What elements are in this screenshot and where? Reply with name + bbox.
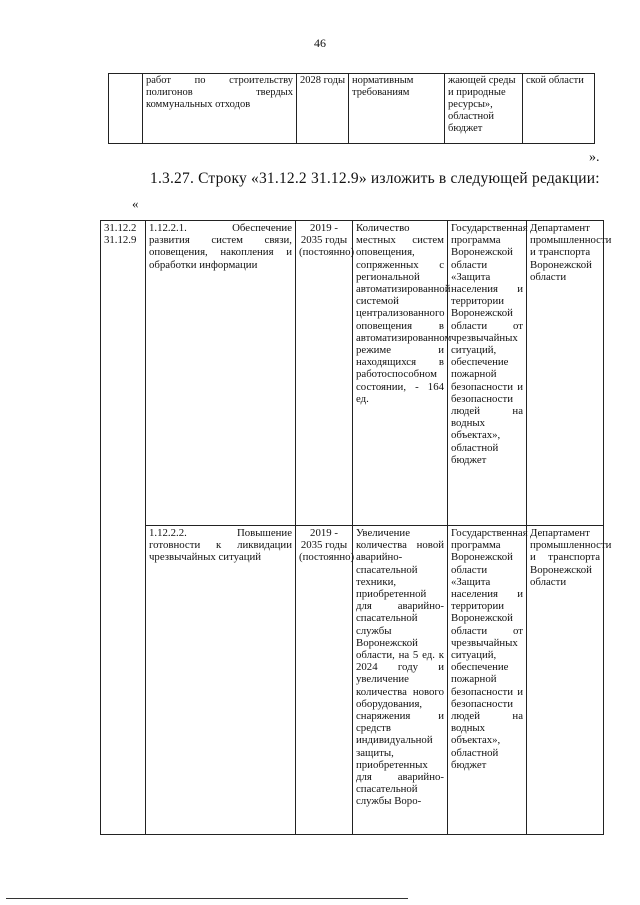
cell-executor: ской области: [523, 74, 595, 144]
cell-executor: Департамент промышленности и транспорта Воронежской области: [527, 221, 604, 526]
cell-source: Государственная программа Воронежской области «Защита населения и территории Воронежской области от чрезвычайных ситуаций, обеспечение пожарной безопасности и безопасности людей на водных объектах», областной бюджет: [448, 221, 527, 526]
table-row: [101, 221, 604, 526]
table-main: [100, 220, 612, 835]
cell-source: Государственная программа Воронежской области «Защита населения и территории Воронежской области от чрезвычайных ситуаций, обеспечение пожарной безопасности и безопасности людей на водных объектах», областной бюджет: [448, 526, 527, 835]
cell-period: 2019 - 2035 годы (постоянно): [296, 526, 353, 835]
cell-source: жающей среды и природные ресурсы», областной бюджет: [445, 74, 523, 144]
closing-quote: ».: [589, 150, 600, 165]
opening-quote: «: [132, 196, 139, 211]
cell-period: 2019 - 2035 годы (постоянно): [296, 221, 353, 526]
footer-rule: [6, 898, 408, 899]
section-heading: 1.3.27. Строку «31.12.2 31.12.9» изложить в следующей редакции:: [150, 170, 600, 187]
cell-period: 2028 годы: [297, 74, 349, 144]
cell-event: 1.12.2.1. Обеспечение развития систем связи, оповещения, накопления и обработки информации: [146, 221, 296, 526]
cell-indicator: Увеличение количества новой аварийно-спасательной техники, приобретенной для аварийно-спасательной службы Воронежской области, на 5 ед. к 2024 году и увеличение количества нового оборудования, снаряжения и средств индивидуальной защиты, приобретенных для аварийно-спасательной службы Воро-: [353, 526, 448, 835]
cell-event: 1.12.2.2. Повышение готовности к ликвидации чрезвычайных ситуаций: [146, 526, 296, 835]
cell-code: [109, 74, 143, 144]
table-row: [109, 74, 595, 144]
page-number: 46: [314, 36, 326, 50]
cell-executor: Департамент промышленности и транспорта Воронежской области: [527, 526, 604, 835]
table-top-fragment: [108, 73, 595, 144]
cell-indicator: нормативным требованиям: [349, 74, 445, 144]
table-row: [101, 526, 604, 835]
cell-code: 31.12.2 31.12.9: [101, 221, 146, 835]
cell-indicator: Количество местных систем оповещения, сопряженных с региональной автоматизированной системой централизованного оповещения в автоматизированном режиме и находящихся в работоспособном состоянии, - 164 ед.: [353, 221, 448, 526]
cell-event: работ по строительству полигонов твердых коммунальных отходов: [143, 74, 297, 144]
